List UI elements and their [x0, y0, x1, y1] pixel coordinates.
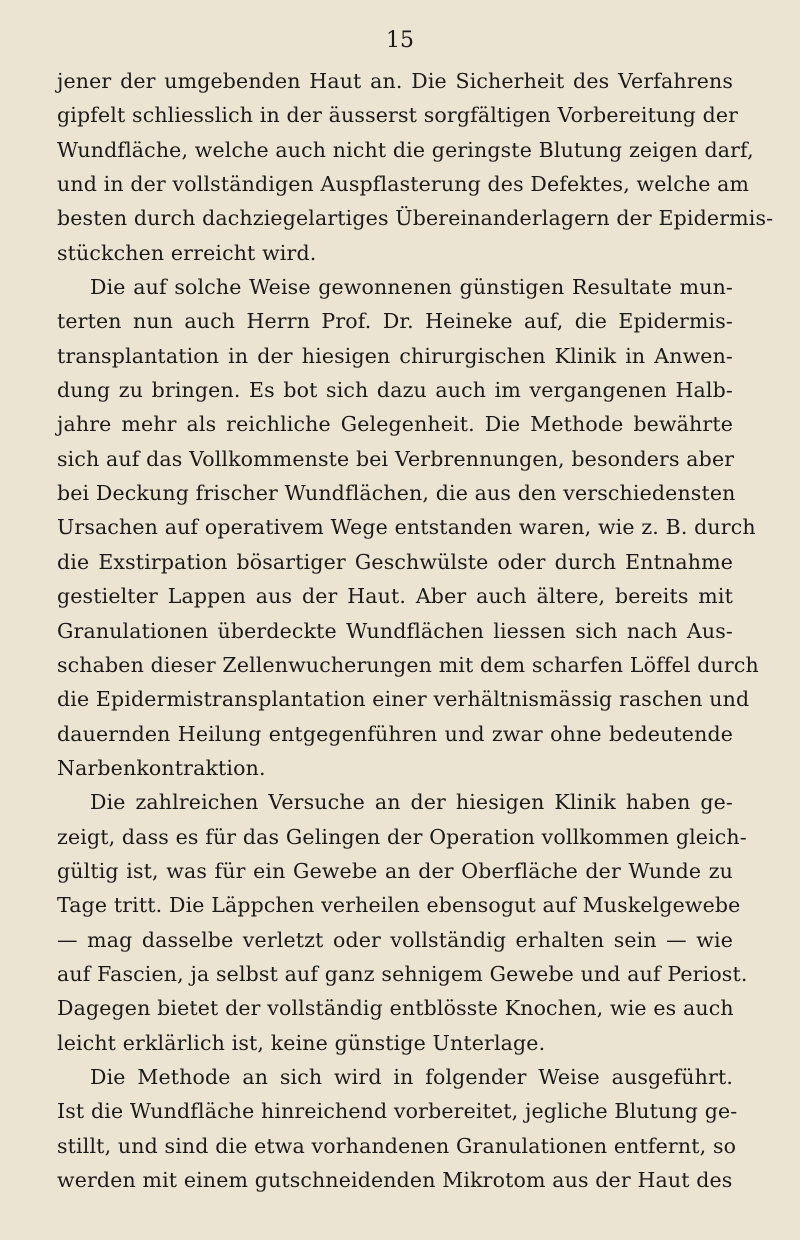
text-line: schaben dieser Zellenwucherungen mit dem scharfen Löffel durch [57, 652, 759, 677]
text-line: Die auf solche Weise gewonnenen günstigen Resultate mun- [90, 275, 733, 300]
paragraph [57, 1060, 738, 1197]
text-line: Ist die Wundfläche hinreichend vorbereitet, jegliche Blutung ge- [57, 1099, 738, 1124]
text-line: jahre mehr als reichliche Gelegenheit. Die Methode bewährte [57, 412, 733, 437]
text-line: gestielter Lappen aus der Haut. Aber auch ältere, bereits mit [57, 584, 733, 609]
text-line: terten nun auch Herrn Prof. Dr. Heineke auf, die Epidermis- [57, 309, 733, 334]
text-line: — mag dasselbe verletzt oder vollständig erhalten sein — wie [57, 927, 733, 952]
body-text [57, 64, 774, 1197]
text-line: Granulationen überdeckte Wundflächen liessen sich nach Aus- [57, 618, 733, 643]
text-line: Ursachen auf operativem Wege entstanden waren, wie z. B. durch [57, 515, 756, 540]
text-line: und in der vollständigen Auspflasterung des Defektes, welche am [57, 172, 750, 197]
text-line: leicht erklärlich ist, keine günstige Unterlage. [57, 1030, 546, 1055]
text-line: Die zahlreichen Versuche an der hiesigen Klinik haben ge- [90, 790, 733, 815]
text-line: die Epidermistransplantation einer verhältnismässig raschen und [57, 687, 750, 712]
page-number: 15 [386, 28, 414, 53]
text-line: die Exstirpation bösartiger Geschwülste oder durch Entnahme [57, 549, 733, 574]
paragraph [57, 64, 774, 270]
text-line: besten durch dachziegelartiges Übereinanderlagern der Epidermis- [57, 206, 774, 231]
text-line: dung zu bringen. Es bot sich dazu auch im vergangenen Halb- [57, 378, 733, 403]
text-line: gültig ist, was für ein Gewebe an der Oberfläche der Wunde zu [57, 858, 733, 883]
text-line: jener der umgebenden Haut an. Die Sicherheit des Verfahrens [57, 69, 733, 93]
text-line: Tage tritt. Die Läppchen verheilen ebensogut auf Muskelgewebe [57, 893, 741, 918]
text-line: dauernden Heilung entgegenführen und zwar ohne bedeutende [57, 721, 733, 746]
text-line: gipfelt schliesslich in der äusserst sorgfältigen Vorbereitung der [57, 103, 739, 128]
text-line: sich auf das Vollkommenste bei Verbrennungen, besonders aber [57, 446, 735, 471]
paragraph [57, 270, 759, 785]
text-line: auf Fascien, ja selbst auf ganz sehnigem Gewebe und auf Periost. [57, 961, 748, 986]
text-line: Narbenkontraktion. [57, 755, 266, 780]
text-line: stückchen erreicht wird. [57, 240, 317, 265]
text-line: werden mit einem gutschneidenden Mikrotom aus der Haut des [57, 1168, 733, 1192]
text-line: zeigt, dass es für das Gelingen der Operation vollkommen gleich- [57, 824, 747, 849]
paragraph [57, 785, 748, 1060]
text-line: Dagegen bietet der vollständig entblösste Knochen, wie es auch [57, 996, 734, 1021]
text-line: transplantation in der hiesigen chirurgischen Klinik in Anwen- [57, 343, 733, 368]
text-line: Wundfläche, welche auch nicht die geringste Blutung zeigen darf, [57, 137, 754, 162]
text-line: bei Deckung frischer Wundflächen, die aus den verschiedensten [57, 481, 736, 506]
text-line: stillt, und sind die etwa vorhandenen Granulationen entfernt, so [57, 1133, 737, 1158]
text-line: Die Methode an sich wird in folgender Weise ausgeführt. [90, 1064, 733, 1089]
